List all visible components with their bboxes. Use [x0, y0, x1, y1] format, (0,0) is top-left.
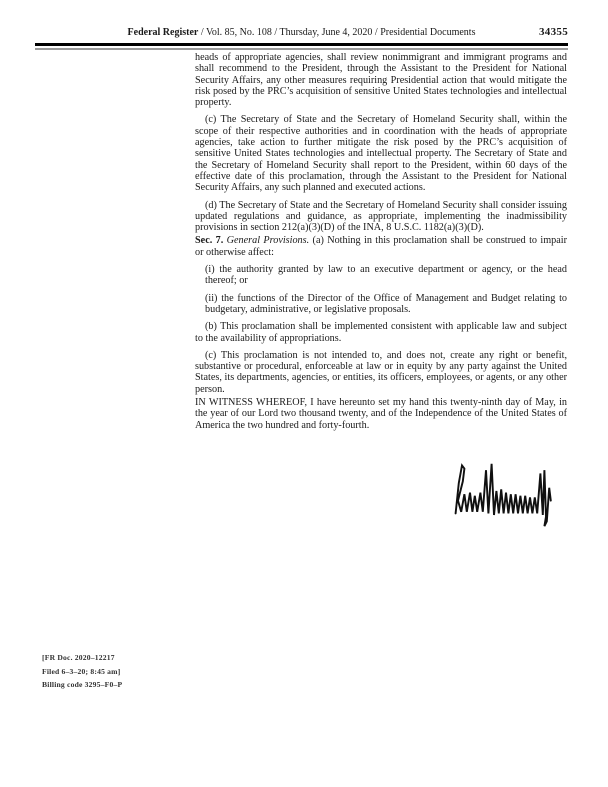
section-7-heading-paragraph	[195, 235, 567, 258]
header-rule-thick	[35, 43, 568, 46]
paragraph-item-b: (b) This proclamation shall be implemented consistent with applicable law and subject to the availability of appropriations.	[195, 321, 567, 344]
paragraph-item-c2: (c) This proclamation is not intended to, and does not, create any right or benefit, substantive or procedural, enforceable at law or in equity by any party against the United States, its departments, agencies, or entities, its officers, employees, or agents, or any other person.	[195, 349, 567, 395]
paragraph-item-c: (c) The Secretary of State and the Secretary of Homeland Security shall, within the scope of their respective authorities and in coordination with the heads of appropriate agencies, take action to further mitigate the risk posed by the PRC’s acquisition of sensitive United States technologies and intellectual property. The Secretary of State and the Secretary of Homeland Security shall report to the President, within 60 days of the effective date of this proclamation, through the Assistant to the President for National Security Affairs, any such planned and executed actions.	[195, 114, 567, 194]
billing-code: Billing code 3295–F0–P	[42, 680, 123, 689]
running-head	[35, 27, 568, 38]
fr-doc-number: [FR Doc. 2020–12217	[42, 653, 115, 662]
journal-name: Federal Register	[127, 27, 199, 38]
header-rule-thin	[35, 48, 568, 50]
header-rules	[35, 43, 568, 50]
witness-clause: IN WITNESS WHEREOF, I have hereunto set my hand this twenty-ninth day of May, in the year of our Lord two thousand twenty, and of the Independence of the United States of America the two hundred and forty-fourth.	[195, 397, 567, 431]
page-number: 34355	[539, 26, 568, 38]
handwritten-signature-icon	[450, 456, 570, 534]
filed-date: Filed 6–3–20; 8:45 am]	[42, 666, 121, 676]
issue-info: / Vol. 85, No. 108 / Thursday, June 4, 2020 / Presidential Documents	[200, 27, 476, 38]
paragraph-item-d: (d) The Secretary of State and the Secretary of Homeland Security shall consider issuing updated regulations and guidance, as appropriate, implementing the inadmissibility provisions in section 212(a)(3)(D) of the INA, 8 U.S.C. 1182(a)(3)(D).	[195, 199, 567, 234]
paragraph-item-i: (i) the authority granted by law to an executive department or agency, or the head thereof; or	[205, 264, 567, 287]
proclamation-body	[195, 52, 567, 431]
footer-doc-info	[42, 651, 122, 692]
section-7-label: Sec. 7.	[195, 235, 224, 247]
section-7-title: General Provisions.	[223, 235, 310, 247]
paragraph-item-ii: (ii) the functions of the Director of the Office of Management and Budget relating to budgetary, administrative, or legislative proposals.	[205, 292, 567, 315]
section-7-text: (a) Nothing in this proclamation shall be construed to impair or otherwise affect:	[195, 235, 567, 258]
paragraph-continuation: heads of appropriate agencies, shall review nonimmigrant and immigrant programs and shall recommend to the President, through the Assistant to the President for National Security Affairs, any other measures requiring Presidential action that would mitigate the risk posed by the PRC’s acquisition of sensitive United States technologies and intellectual property.	[195, 52, 567, 109]
